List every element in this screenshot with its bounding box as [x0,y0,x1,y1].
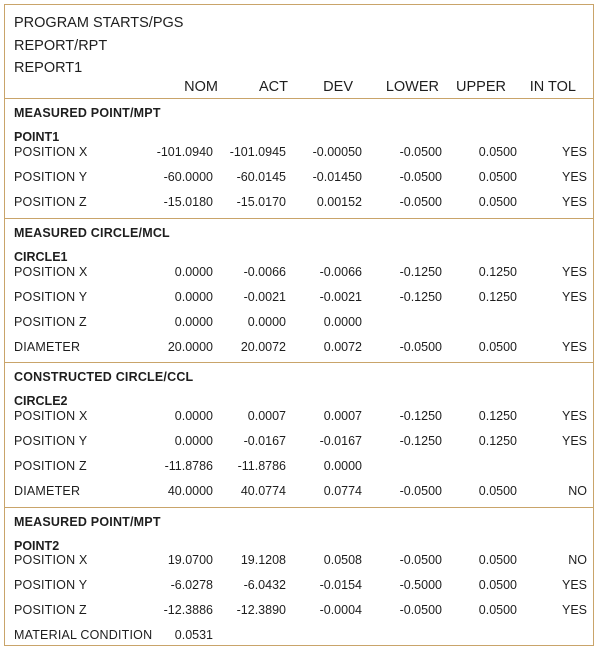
cell-nom: 40.0000 [167,484,213,498]
cell-nom: 19.0700 [167,553,213,567]
column-header-row [5,79,593,97]
cell-act: -11.8786 [237,459,286,473]
cell-lower: -0.0500 [399,484,442,498]
cell-intol: YES [561,170,587,184]
cell-nom: 0.0000 [174,290,213,304]
table-row [5,578,593,594]
table-row [5,553,593,569]
table-row [5,340,593,356]
table-row [5,170,593,186]
section-title: MEASURED POINT/MPT [14,515,161,529]
cell-intol: NO [568,484,587,498]
cell-intol: YES [561,290,587,304]
cell-upper: 0.1250 [478,409,517,423]
report-name: REPORT1 [14,60,83,76]
cell-intol: YES [561,409,587,423]
cell-dev: 0.0000 [323,315,362,329]
section-title: CONSTRUCTED CIRCLE/CCL [14,370,194,384]
row-label: POSITION Z [14,603,87,617]
row-label: POSITION Z [14,459,87,473]
col-upper-header: UPPER [456,79,506,95]
table-row [5,195,593,211]
cell-intol: YES [561,434,587,448]
cell-lower: -0.1250 [399,409,442,423]
row-label: POSITION X [14,553,88,567]
cell-act: 40.0774 [240,484,286,498]
cell-lower: -0.1250 [399,290,442,304]
cell-nom: 0.0000 [174,409,213,423]
cell-upper: 0.1250 [478,290,517,304]
cell-nom: 20.0000 [167,340,213,354]
cell-dev: 0.0774 [323,484,362,498]
cell-intol: YES [561,145,587,159]
cell-upper: 0.0500 [478,195,517,209]
table-row [5,434,593,450]
cell-nom: -12.3886 [163,603,213,617]
cell-nom: -60.0000 [163,170,213,184]
cell-nom: 0.0000 [174,434,213,448]
col-act-header: ACT [259,79,288,95]
cell-nom: 0.0531 [174,628,213,642]
table-row [5,315,593,331]
col-lower-header: LOWER [385,79,439,95]
row-label: POSITION X [14,409,88,423]
feature-name: POINT2 [14,539,60,553]
row-label: POSITION Y [14,578,88,592]
cell-act: 19.1208 [240,553,286,567]
cell-dev: 0.0000 [323,459,362,473]
cell-nom: -6.0278 [170,578,213,592]
cell-act: -12.3890 [236,603,286,617]
cell-upper: 0.0500 [478,484,517,498]
feature-name: CIRCLE2 [14,394,68,408]
col-intol-header: IN TOL [529,79,576,95]
cell-lower: -0.0500 [399,553,442,567]
cell-dev: 0.0508 [323,553,362,567]
table-row [5,290,593,306]
section-divider [5,507,593,508]
cell-dev: -0.01450 [312,170,362,184]
section-divider [5,98,593,99]
row-label: POSITION Z [14,195,87,209]
cell-intol: YES [561,578,587,592]
cell-act: -0.0021 [243,290,286,304]
cell-dev: -0.0021 [319,290,362,304]
feature-name: POINT1 [14,130,60,144]
cell-lower: -0.5000 [399,578,442,592]
row-label: POSITION X [14,145,88,159]
row-label: POSITION X [14,265,88,279]
cell-dev: -0.0167 [319,434,362,448]
cell-intol: YES [561,195,587,209]
cell-act: -101.0945 [229,145,286,159]
table-row [5,603,593,619]
cell-nom: -101.0940 [156,145,213,159]
cell-dev: 0.0007 [323,409,362,423]
col-nom-header: NOM [184,79,218,95]
cell-lower: -0.0500 [399,145,442,159]
row-label: MATERIAL CONDITION [14,628,153,642]
cell-intol: YES [561,340,587,354]
cell-intol: YES [561,265,587,279]
cell-dev: -0.0066 [319,265,362,279]
col-dev-header: DEV [323,79,353,95]
cell-nom: 0.0000 [174,265,213,279]
cell-nom: -11.8786 [164,459,213,473]
cell-upper: 0.0500 [478,340,517,354]
cell-dev: 0.0072 [323,340,362,354]
cell-lower: -0.1250 [399,434,442,448]
cell-act: -6.0432 [243,578,286,592]
cell-dev: -0.0154 [319,578,362,592]
cell-act: -0.0066 [243,265,286,279]
row-label: POSITION Z [14,315,87,329]
cell-nom: -15.0180 [163,195,213,209]
cell-upper: 0.0500 [478,578,517,592]
cell-upper: 0.0500 [478,603,517,617]
inspection-report [4,4,594,646]
table-row [5,628,593,644]
cell-upper: 0.0500 [478,145,517,159]
row-label: POSITION Y [14,434,88,448]
cell-lower: -0.0500 [399,340,442,354]
cell-act: 20.0072 [240,340,286,354]
cell-act: -15.0170 [236,195,286,209]
cell-intol: NO [568,553,587,567]
table-row [5,145,593,161]
cell-act: -0.0167 [243,434,286,448]
cell-lower: -0.0500 [399,195,442,209]
section-title: MEASURED CIRCLE/MCL [14,226,170,240]
cell-act: 0.0000 [247,315,286,329]
cell-upper: 0.1250 [478,434,517,448]
row-label: POSITION Y [14,170,88,184]
cell-act: 0.0007 [247,409,286,423]
cell-upper: 0.1250 [478,265,517,279]
report-type: REPORT/RPT [14,38,108,54]
cell-act: -60.0145 [236,170,286,184]
cell-dev: -0.0004 [319,603,362,617]
program-title: PROGRAM STARTS/PGS [14,15,184,31]
cell-dev: 0.00152 [316,195,362,209]
row-label: DIAMETER [14,484,81,498]
section-title: MEASURED POINT/MPT [14,106,161,120]
table-row [5,265,593,281]
table-row [5,484,593,500]
feature-name: CIRCLE1 [14,250,68,264]
section-divider [5,362,593,363]
cell-lower: -0.0500 [399,170,442,184]
row-label: POSITION Y [14,290,88,304]
cell-lower: -0.0500 [399,603,442,617]
cell-dev: -0.00050 [312,145,362,159]
cell-upper: 0.0500 [478,170,517,184]
cell-upper: 0.0500 [478,553,517,567]
cell-intol: YES [561,603,587,617]
row-label: DIAMETER [14,340,81,354]
section-divider [5,218,593,219]
table-row [5,459,593,475]
cell-nom: 0.0000 [174,315,213,329]
table-row [5,409,593,425]
cell-lower: -0.1250 [399,265,442,279]
